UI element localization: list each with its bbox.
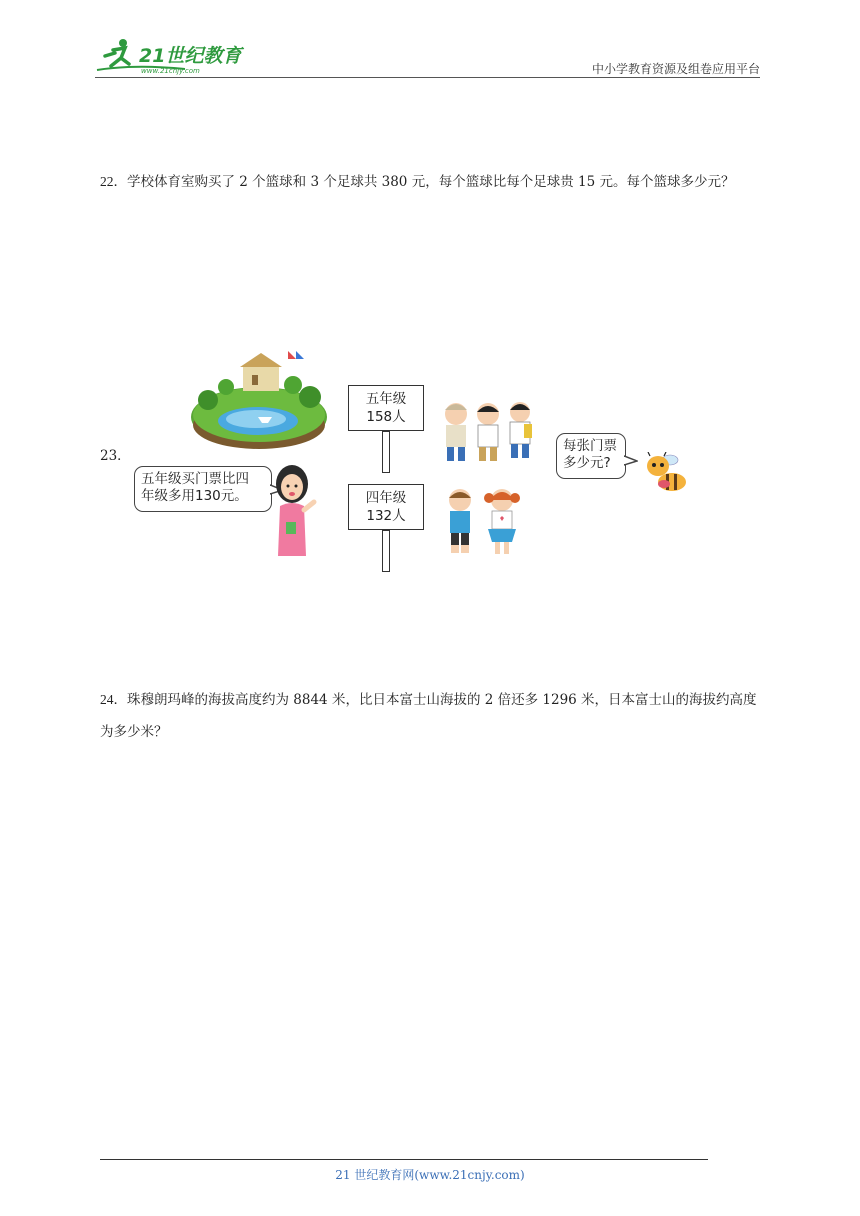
- sign-grade-4: [348, 484, 424, 530]
- question-23-number: 23．: [100, 448, 131, 464]
- bee-illustration: [640, 452, 690, 498]
- header-platform-text: 中小学教育资源及组卷应用平台: [591, 62, 760, 76]
- footer-link[interactable]: 21 世纪教育网(www.21cnjy.com): [335, 1168, 525, 1182]
- question-24: [100, 684, 762, 748]
- sign-grade-label: 五年级: [365, 391, 407, 407]
- sign-post: [382, 530, 390, 572]
- site-logo: [95, 36, 265, 76]
- question-number: 22．: [100, 174, 127, 189]
- park-illustration: [188, 345, 330, 450]
- header-divider: [95, 77, 760, 78]
- question-text: 学校体育室购买了 2 个篮球和 3 个足球共 380 元，每个篮球比每个足球贵 15 元。每个篮球多少元？: [127, 174, 735, 190]
- sign-people-count: 132人: [366, 508, 406, 524]
- teacher-speech-bubble: [134, 466, 272, 512]
- bubble-line-2: 年级多用130元。: [141, 488, 248, 504]
- bubble-tail: [624, 455, 638, 467]
- question-22: [100, 166, 762, 198]
- logo-url: www.21cnjy.com: [141, 67, 200, 75]
- bubble-line-2: 多少元?: [563, 455, 611, 471]
- question-text: 珠穆朗玛峰的海拔高度约为 8844 米，比日本富士山海拔的 2 倍还多 1296 米，日本富士山的海拔约高度为多少米？: [100, 692, 757, 740]
- sign-post: [382, 431, 390, 473]
- bee-speech-bubble: [556, 433, 626, 479]
- sign-people-count: 158人: [366, 409, 406, 425]
- footer-divider: [100, 1159, 708, 1160]
- grade-4-students-illustration: [440, 486, 530, 560]
- bubble-line-1: 每张门票: [563, 438, 617, 454]
- grade-5-students-illustration: [440, 398, 536, 468]
- question-number: 24．: [100, 692, 127, 707]
- sign-grade-5: [348, 385, 424, 431]
- bubble-line-1: 五年级买门票比四: [141, 471, 249, 487]
- teacher-figure: [270, 462, 318, 558]
- logo-text: 21世纪教育: [139, 45, 242, 67]
- sign-grade-label: 四年级: [365, 490, 407, 506]
